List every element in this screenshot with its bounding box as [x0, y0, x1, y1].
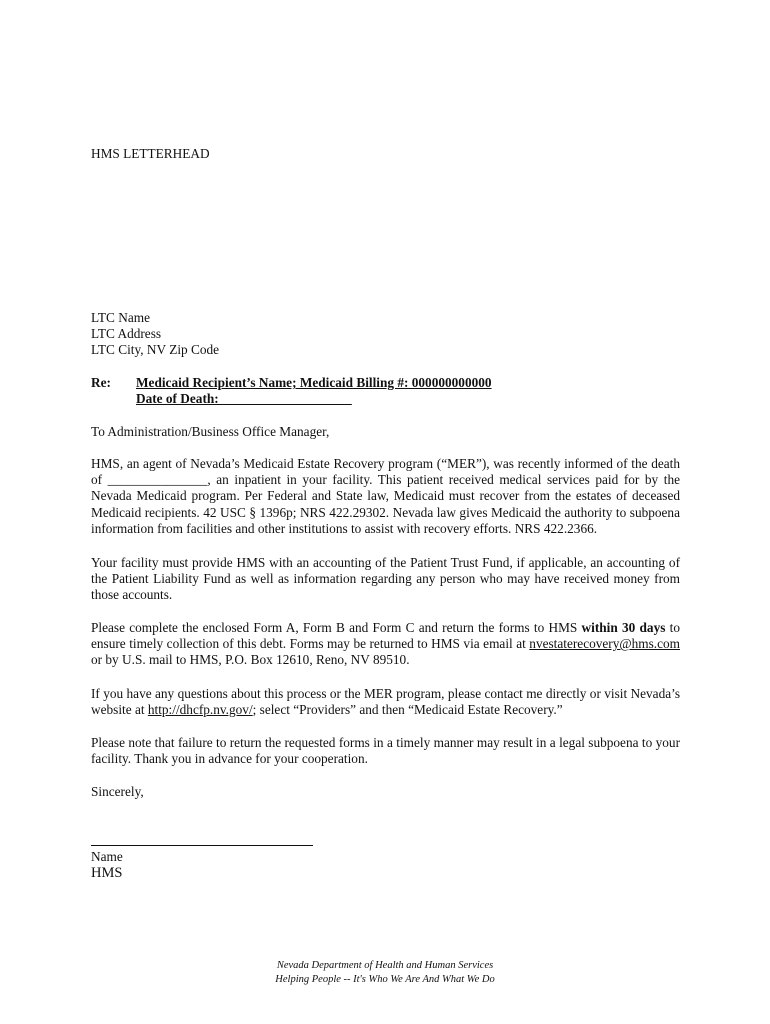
forms-text-end: or by U.S. mail to HMS, P.O. Box 12610, Reno, NV 89510.: [91, 652, 410, 668]
recipient-name: LTC Name: [91, 310, 150, 325]
salutation: To Administration/Business Office Manager,: [91, 424, 330, 439]
footer-department: Nevada Department of Health and Human Services: [276, 960, 494, 971]
letterhead: HMS LETTERHEAD: [91, 146, 210, 161]
email-link[interactable]: nvestaterecovery@hms.com: [529, 636, 680, 652]
questions-text-start: If you have any questions about this process or the MER program, please contact me directly or visit Nevada’s website at: [91, 686, 680, 718]
re-subject: [136, 375, 492, 407]
questions-text-end: ; select “Providers” and then “Medicaid Estate Recovery.”: [252, 702, 563, 718]
closing: Sincerely,: [91, 784, 144, 799]
footer-motto: Helping People -- It's Who We Are And What We Do: [275, 974, 495, 985]
recipient-city: LTC City, NV Zip Code: [91, 342, 220, 357]
paragraph-accounting: Your facility must provide HMS with an accounting of the Patient Trust Fund, if applicable, an accounting of the Patient Liability Fund as well as information regarding any person who may have received money from those accounts.: [91, 555, 680, 603]
signature-org: HMS: [91, 865, 123, 881]
paragraph-warning: Please note that failure to return the requested forms in a timely manner may result in a legal subpoena to your facility. Thank you in advance for your cooperation.: [91, 735, 680, 767]
re-subject-line2: Date of Death:____________________: [136, 391, 352, 407]
paragraph-forms: [91, 620, 680, 669]
forms-text-middle: to ensure timely collection of this debt. Forms may be returned to HMS via email at: [91, 620, 680, 652]
re-label: Re:: [91, 375, 111, 390]
paragraph-notice: HMS, an agent of Nevada’s Medicaid Estate Recovery program (“MER”), was recently informed of the death of _______________, an inpatient in your facility. This patient received medical services paid for by the Nevada Medicaid program. Per Federal and State law, Medicaid must recover from the estates of deceased Medicaid recipients. 42 USC § 1396p; NRS 422.29302. Nevada law gives Medicaid the authority to subpoena information from facilities and other institutions to assist with recovery efforts. NRS 422.2366.: [91, 456, 680, 536]
deadline-emphasis: within 30 days: [581, 620, 666, 635]
paragraph-questions: [91, 686, 680, 718]
signature-name: Name: [91, 849, 123, 864]
re-subject-line1: Medicaid Recipient’s Name; Medicaid Billing #: 000000000000: [136, 375, 492, 390]
signature-line: [91, 845, 313, 846]
forms-text-start: Please complete the enclosed Form A, Form B and Form C and return the forms to HMS: [91, 620, 582, 635]
website-link[interactable]: http://dhcfp.nv.gov/: [147, 702, 253, 718]
recipient-address: LTC Address: [91, 326, 162, 341]
